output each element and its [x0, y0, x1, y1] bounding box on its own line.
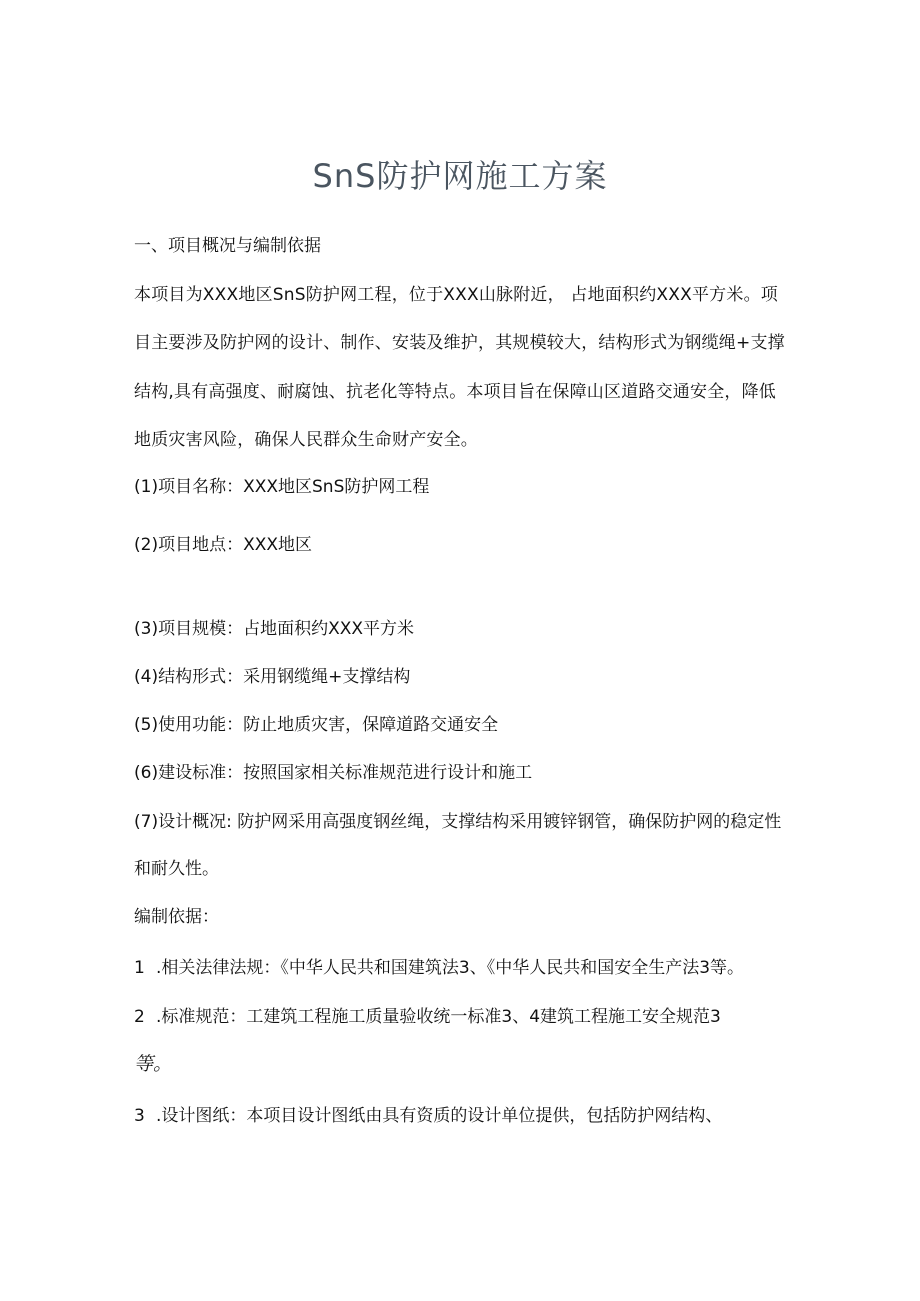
list-number: 1	[134, 958, 145, 978]
list-text: .相关法律法规：《中华人民共和国建筑法3、《中华人民共和国安全生产法3等。	[156, 958, 745, 978]
project-item-structure: (4)结构形式：采用钢缆绳+支撑结构	[134, 667, 411, 687]
page-title: SnS防护网施工方案	[312, 157, 608, 195]
list-text: .标准规范：工建筑工程施工质量验收统一标准3、4建筑工程施工安全规范3	[156, 1007, 721, 1027]
list-text: .设计图纸：本项目设计图纸由具有资质的设计单位提供，包括防护网结构、	[156, 1106, 723, 1126]
intro-line-1: 本项目为XXX地区SnS防护网工程，位于XXX山脉附近， 占地面积约XXX平方米。项	[134, 285, 778, 305]
intro-line-3: 结构,具有高强度、耐腐蚀、抗老化等特点。本项目旨在保障山区道路交通安全，降低	[134, 382, 777, 402]
basis-item-laws	[134, 956, 744, 980]
project-item-function: (5)使用功能：防止地质灾害，保障道路交通安全	[134, 715, 499, 735]
project-item-name: (1)项目名称：XXX地区SnS防护网工程	[134, 477, 430, 497]
intro-line-4: 地质灾害风险，确保人民群众生命财产安全。	[134, 430, 478, 450]
project-item-design-cont: 和耐久性。	[134, 859, 219, 879]
project-item-standard: (6)建设标准：按照国家相关标准规范进行设计和施工	[134, 763, 533, 783]
list-number: 3	[134, 1106, 145, 1126]
list-number: 2	[134, 1007, 145, 1027]
intro-line-2: 目主要涉及防护网的设计、制作、安装及维护，其规模较大，结构形式为钢缆绳+支撑	[134, 333, 785, 353]
project-item-scale: (3)项目规模：占地面积约XXX平方米	[134, 619, 415, 639]
basis-heading: 编制依据：	[134, 907, 219, 927]
basis-item-standards	[134, 1005, 721, 1029]
project-item-location: (2)项目地点：XXX地区	[134, 535, 313, 555]
section-heading: 一、项目概况与编制依据	[134, 236, 321, 256]
basis-item-drawings	[134, 1104, 722, 1128]
project-item-design: (7)设计概况: 防护网采用高强度钢丝绳，支撑结构采用镀锌钢管，确保防护网的稳定性	[134, 812, 782, 832]
basis-item-standards-cont: 等。	[134, 1053, 173, 1075]
